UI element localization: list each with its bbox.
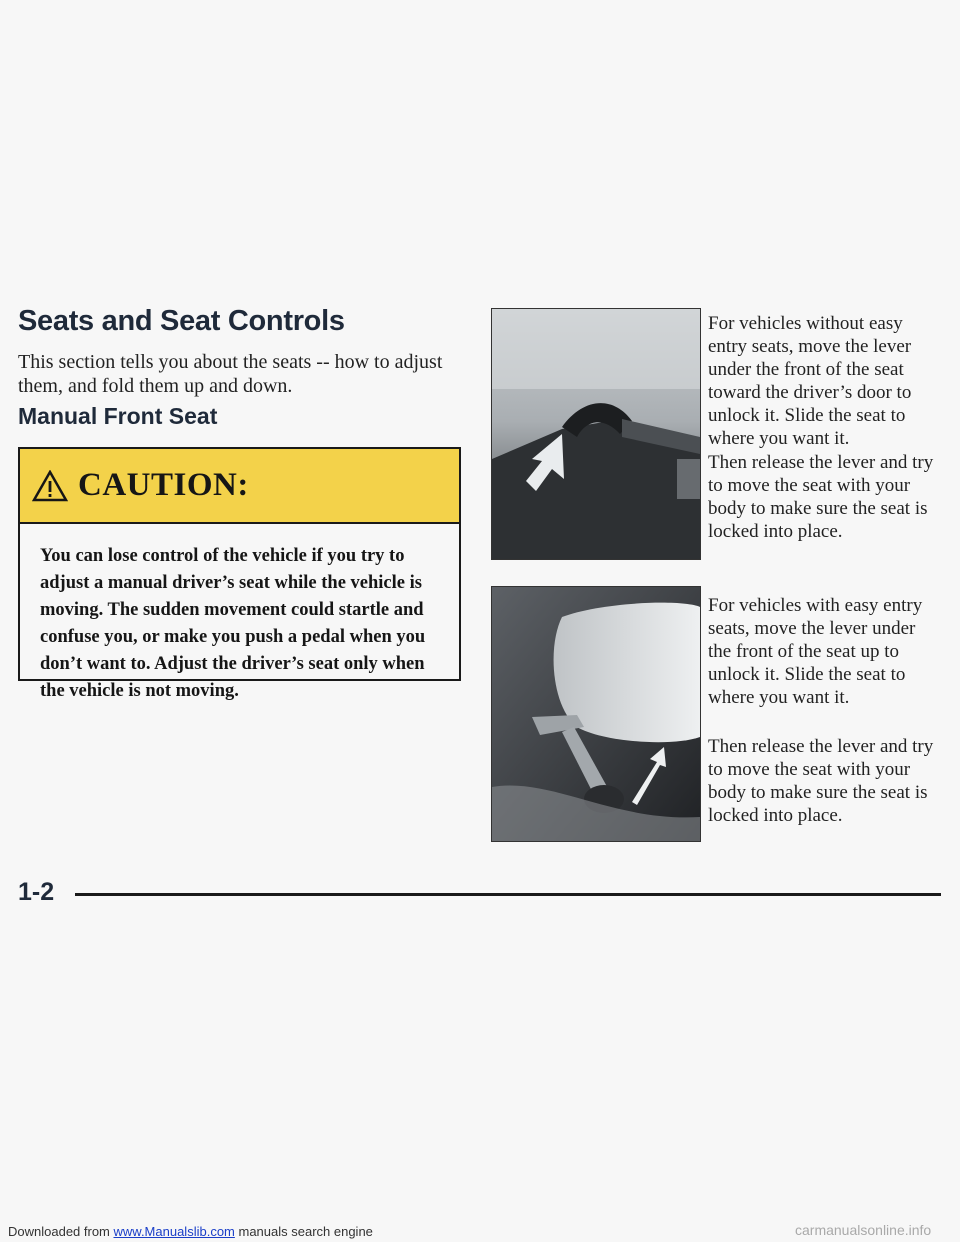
paragraph-without-easy-entry: For vehicles without easy entry seats, move the lever under the front of the seat toward the driver’s door to unlock it. Slide the seat to where you want it. <box>708 313 912 449</box>
watermark: carmanualsonline.info <box>795 1222 932 1238</box>
seat-lever-photo-with-easy-entry <box>491 586 701 842</box>
footer-prefix: Downloaded from <box>8 1224 114 1239</box>
seat-lever-photo-without-easy-entry <box>491 308 701 560</box>
footer-rule <box>75 893 941 896</box>
manualslib-link[interactable]: www.Manualslib.com <box>113 1224 235 1239</box>
caution-box <box>18 447 461 701</box>
footer-suffix: manuals search engine <box>234 1224 373 1239</box>
paragraph-release-lever-1: Then release the lever and try to move the seat with your body to make sure the seat is locked into place. <box>708 452 934 542</box>
page-number: 1-2 <box>18 878 55 906</box>
download-footer <box>8 1224 373 1239</box>
paragraph-with-easy-entry: For vehicles with easy entry seats, move the lever under the front of the seat up to unlock it. Slide the seat to where you want it. <box>708 595 923 708</box>
caution-label: CAUTION: <box>78 467 249 503</box>
section-subtitle: Manual Front Seat <box>18 403 218 429</box>
caution-body: You can lose control of the vehicle if you try to adjust a manual driver’s seat while the vehicle is moving. The sudden movement could startle and confuse you, or make you push a pedal when you don’t want to. Adjust the driver’s seat only when the vehicle is not moving. <box>40 546 426 701</box>
paragraph-release-lever-2: Then release the lever and try to move the seat with your body to make sure the seat is locked into place. <box>708 736 934 826</box>
caution-header <box>20 449 459 524</box>
warning-triangle-icon <box>32 470 68 502</box>
section-intro: This section tells you about the seats -- how to adjust them, and fold them up and down. <box>18 351 443 397</box>
page-title: Seats and Seat Controls <box>18 305 345 337</box>
